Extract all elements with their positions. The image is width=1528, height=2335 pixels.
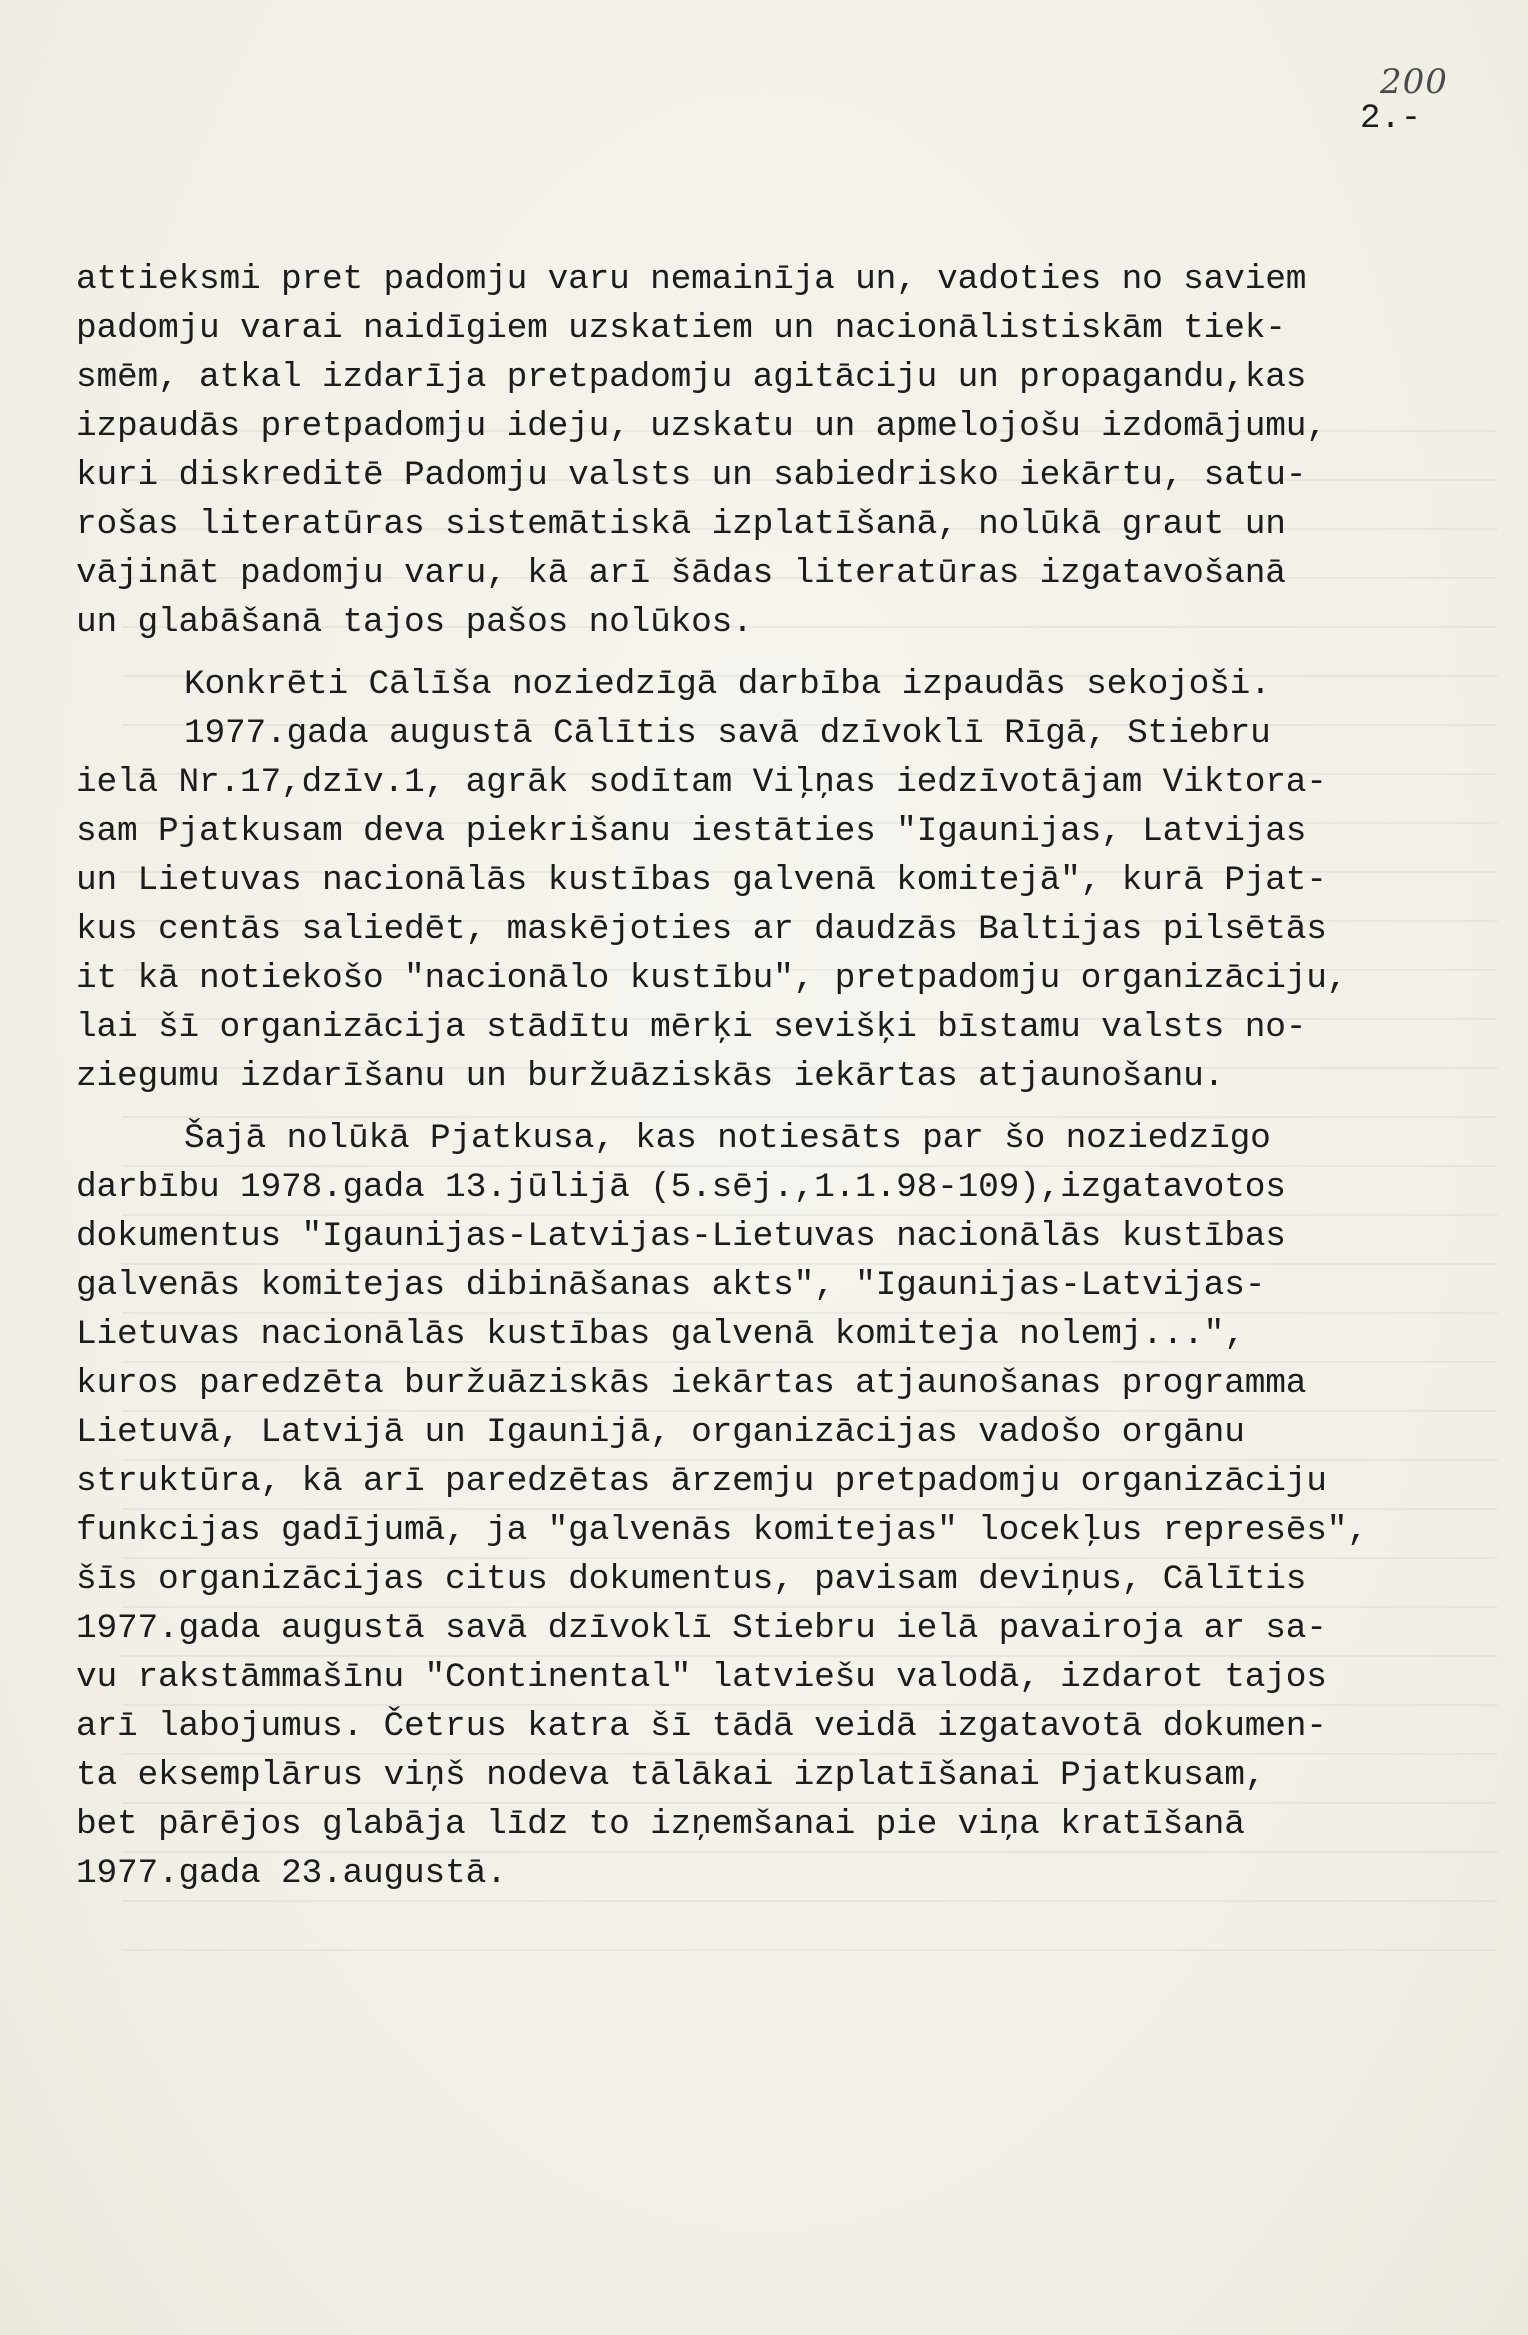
text-line: struktūra, kā arī paredzētas ārzemju pretpadomju organizāciju <box>76 1462 1327 1501</box>
text-line: vājināt padomju varu, kā arī šādas literatūras izgatavošanā <box>76 554 1286 593</box>
text-line: 1977.gada 23.augustā. <box>76 1854 507 1893</box>
text-line: kus centās saliedēt, maskējoties ar daudzās Baltijas pilsētās <box>76 910 1327 949</box>
text-line: arī labojumus. Četrus katra šī tādā veidā izgatavotā dokumen- <box>76 1707 1327 1746</box>
paragraph-start-line: 1977.gada augustā Cālītis savā dzīvoklī Rīgā, Stiebru <box>184 714 1271 753</box>
text-line: 1977.gada augustā savā dzīvoklī Stiebru ielā pavairoja ar sa- <box>76 1609 1327 1648</box>
text-line: rošas literatūras sistemātiskā izplatīšanā, nolūkā graut un <box>76 505 1286 544</box>
text-line: kuri diskreditē Padomju valsts un sabiedrisko iekārtu, satu- <box>76 456 1307 495</box>
text-line: vu rakstāmmašīnu "Continental" latviešu valodā, izdarot tajos <box>76 1658 1327 1697</box>
paragraph-start-line: Šajā nolūkā Pjatkusa, kas notiesāts par šo noziedzīgo <box>184 1119 1271 1158</box>
text-line: attieksmi pret padomju varu nemainīja un, vadoties no saviem <box>76 260 1307 299</box>
text-line: un Lietuvas nacionālās kustības galvenā komitejā", kurā Pjat- <box>76 861 1327 900</box>
text-line: kuros paredzēta buržuāziskās iekārtas atjaunošanas programma <box>76 1364 1307 1403</box>
text-line: šīs organizācijas citus dokumentus, pavisam deviņus, Cālītis <box>76 1560 1307 1599</box>
handwritten-folio-number: 200 <box>1380 62 1448 102</box>
text-line: dokumentus "Igaunijas-Latvijas-Lietuvas nacionālās kustības <box>76 1217 1286 1256</box>
text-line: darbību 1978.gada 13.jūlijā (5.sēj.,1.1.98-109),izgatavotos <box>76 1168 1286 1207</box>
text-line: funkcijas gadījumā, ja "galvenās komitejas" locekļus represēs", <box>76 1511 1368 1550</box>
text-line: Lietuvas nacionālās kustības galvenā komiteja nolemj...", <box>76 1315 1245 1354</box>
text-line: Lietuvā, Latvijā un Igaunijā, organizācijas vadošo orgānu <box>76 1413 1245 1452</box>
typewritten-body <box>76 255 1476 1898</box>
text-line: ta eksemplārus viņš nodeva tālākai izplatīšanai Pjatkusam, <box>76 1756 1266 1795</box>
text-line: smēm, atkal izdarīja pretpadomju agitāciju un propagandu,kas <box>76 358 1307 397</box>
paragraph-start-line: Konkrēti Cālīša noziedzīgā darbība izpaudās sekojoši. <box>184 665 1271 704</box>
text-line: izpaudās pretpadomju ideju, uzskatu un apmelojošu izdomājumu, <box>76 407 1327 446</box>
text-line: lai šī organizācija stādītu mērķi sevišķi bīstamu valsts no- <box>76 1008 1307 1047</box>
page-number: 2.- <box>1360 100 1422 138</box>
text-line: un glabāšanā tajos pašos nolūkos. <box>76 603 753 642</box>
text-line: galvenās komitejas dibināšanas akts", "Igaunijas-Latvijas- <box>76 1266 1266 1305</box>
text-line: bet pārējos glabāja līdz to izņemšanai pie viņa kratīšanā <box>76 1805 1245 1844</box>
text-line: sam Pjatkusam deva piekrišanu iestāties "Igaunijas, Latvijas <box>76 812 1307 851</box>
text-line: ziegumu izdarīšanu un buržuāziskās iekārtas atjaunošanu. <box>76 1057 1225 1096</box>
text-line: it kā notiekošo "nacionālo kustību", pretpadomju organizāciju, <box>76 959 1348 998</box>
text-line: padomju varai naidīgiem uzskatiem un nacionālistiskām tiek- <box>76 309 1286 348</box>
text-line: ielā Nr.17,dzīv.1, agrāk sodītam Viļņas iedzīvotājam Viktora- <box>76 763 1327 802</box>
